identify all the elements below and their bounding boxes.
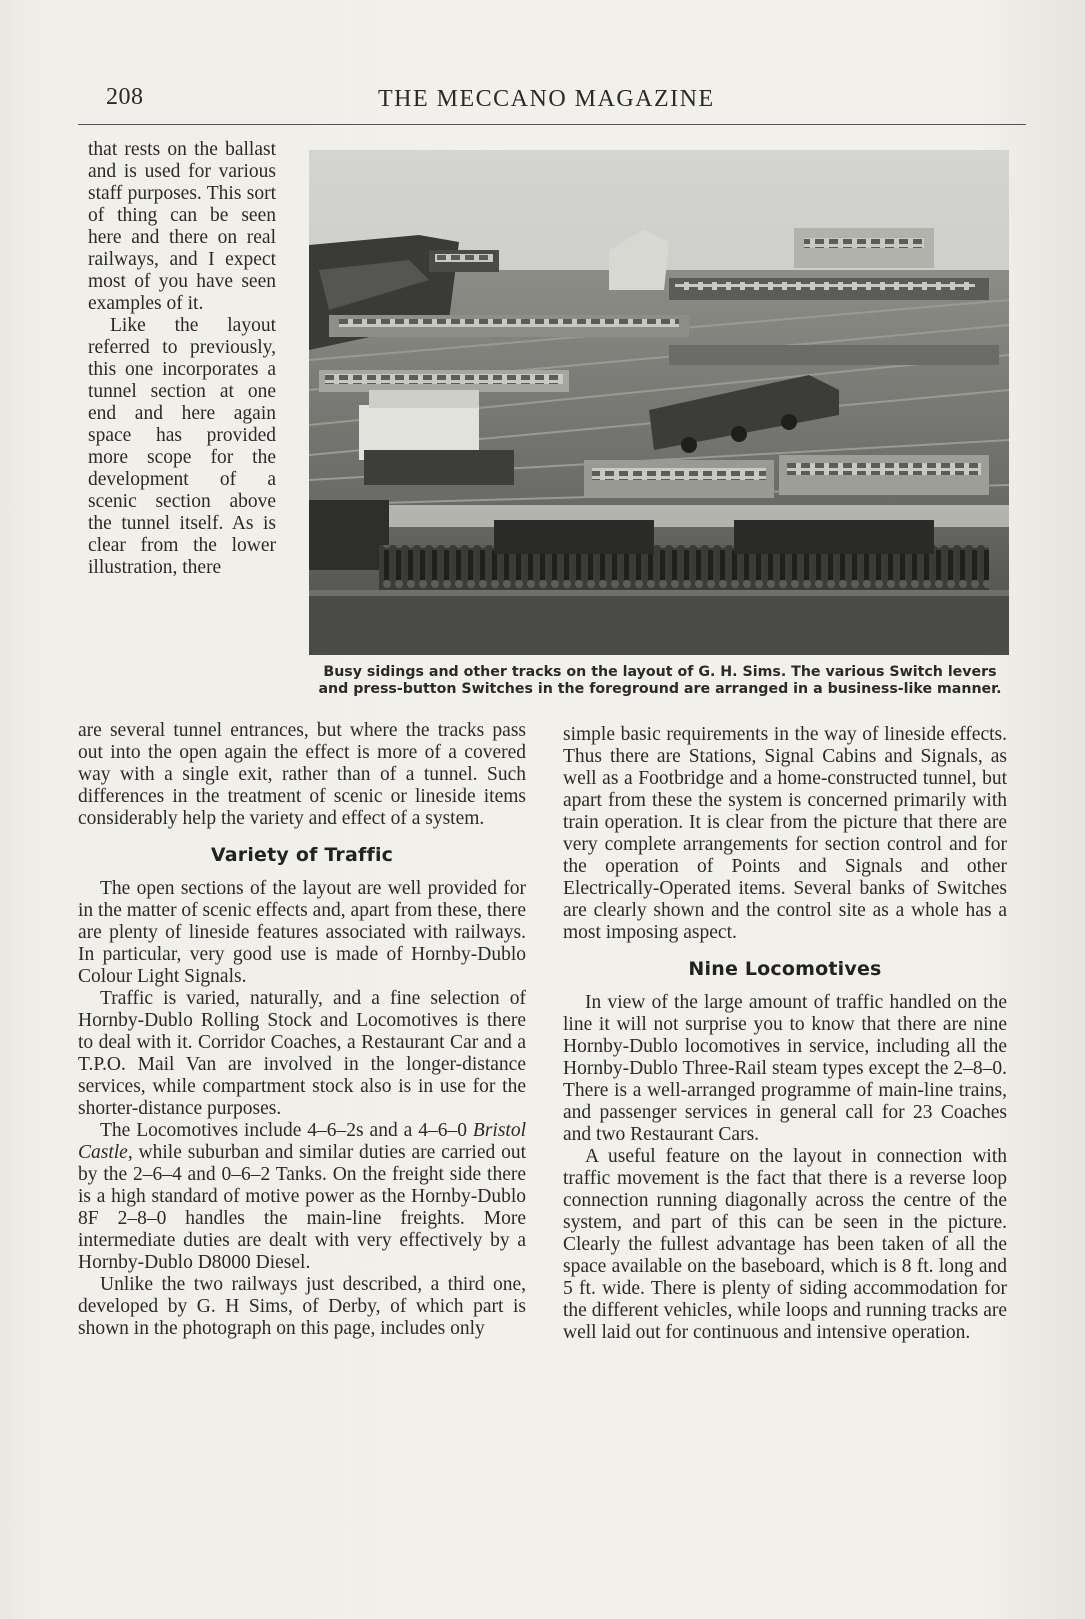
section-heading-variety-of-traffic: Variety of Traffic (210, 844, 394, 866)
left-paragraph-3-part-a: The Locomotives include 4–6–2s and a 4–6–0 (100, 1120, 473, 1141)
caption-line-1: Busy sidings and other tracks on the layout of G. H. Sims. The various Switch levers (323, 664, 997, 680)
intro-paragraph-1: that rests on the ballast and is used for various staff purposes. This sort of thing can be seen here and there on real railways, and I expect most of you have seen examples of it. (88, 139, 276, 314)
intro-paragraph-2: Like the layout referred to previously, this one incorporates a tunnel section at one end and here again space has provided more scope for the development of a scenic section above the tunnel itself. As is clear from the lower illustration, there (88, 315, 276, 578)
right-column (563, 724, 1007, 1344)
layout-photograph (309, 150, 1009, 655)
left-continuation-paragraph: are several tunnel entrances, but where the tracks pass out into the open again the effect is more of a covered way with a single exit, rather than of a tunnel. Such differences in the treatment of scenic or lineside items considerably help the variety and effect of a system. (78, 720, 526, 829)
model-railway-photo-image (309, 150, 1009, 655)
page-header (78, 80, 1026, 125)
left-paragraph-2: Traffic is varied, naturally, and a fine selection of Hornby-Dublo Rolling Stock and Locomotives is there to deal with it. Corridor Coaches, a Restaurant Car and a T.P.O. Mail Van are involved in the longer-distance services, while compartment stock also is in use for the shorter-distance purposes. (78, 988, 526, 1119)
right-paragraph-2: A useful feature on the layout in connection with traffic movement is the fact that there is a reverse loop connection running diagonally across the centre of the system, and part of this can be seen in the picture. Clearly the fullest advantage has been taken of all the space available on the baseboard, which is 8 ft. long and 5 ft. wide. There is plenty of siding accommodation for the different vehicles, while loops and running tracks are well laid out for continuous and intensive operation. (563, 1146, 1007, 1343)
caption-line-2: and press-button Switches in the foreground are arranged in a business-like manner. (318, 681, 1002, 697)
left-column (78, 720, 526, 1340)
right-paragraph-1: In view of the large amount of traffic handled on the line it will not surprise you to know that there are nine Hornby-Dublo locomotives in service, including all the Hornby-Dublo Three-Rail steam types except the 2–8–0. There is a well-arranged programme of main-line trains, and passenger services in general call for 23 Coaches and two Restaurant Cars. (563, 992, 1007, 1145)
left-paragraph-4: Unlike the two railways just described, a third one, developed by G. H Sims, of Derby, of which part is shown in the photograph on this page, includes only (78, 1274, 526, 1339)
left-paragraph-3-part-b: , while suburban and similar duties are carried out by the 2–6–4 and 0–6–2 Tanks. On the freight side there is a high standard of motive power as the Hornby-Dublo 8F 2–8–0 handles the main-line freights. More intermediate duties are dealt with very effectively by a Hornby-Dublo D8000 Diesel. (78, 1142, 526, 1273)
intro-column (88, 139, 276, 579)
magazine-title: THE MECCANO MAGAZINE (378, 86, 715, 112)
left-paragraph-1: The open sections of the layout are well provided for in the matter of scenic effects and, apart from these, there are plenty of lineside features associated with railways. In particular, very good use is made of Hornby-Dublo Colour Light Signals. (78, 878, 526, 987)
left-paragraph-3 (78, 1120, 526, 1274)
section-heading-nine-locomotives: Nine Locomotives (688, 958, 882, 980)
right-continuation-paragraph: simple basic requirements in the way of lineside effects. Thus there are Stations, Signal Cabins and Signals, as well as a Footbridge and a home-constructed tunnel, but apart from these the system is concerned primarily with train operation. It is clear from the picture that there are very complete arrangements for section control and for the operation of Points and Signals and other Electrically-Operated items. Several banks of Switches are clearly shown and the control site as a whole has a most imposing aspect. (563, 724, 1007, 943)
photo-caption (308, 664, 1012, 698)
page-number: 208 (106, 84, 144, 110)
locomotive-name-italic: Bristol Castle (78, 1120, 526, 1163)
